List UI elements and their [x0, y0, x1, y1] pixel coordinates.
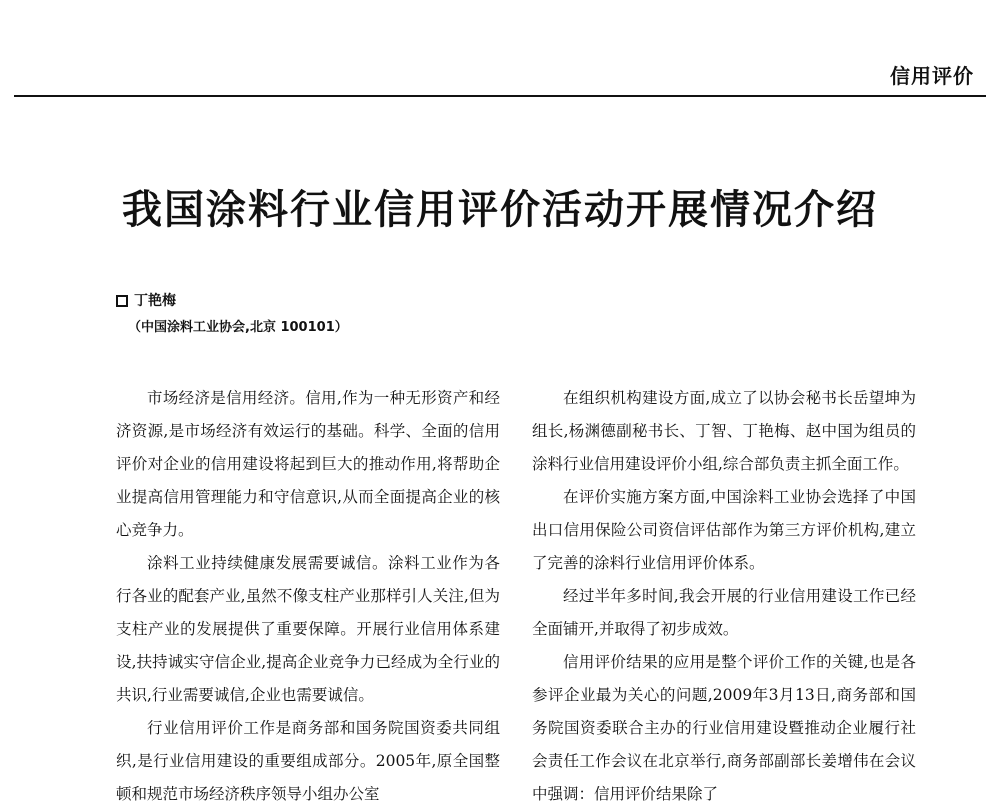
article-title: 我国涂料行业信用评价活动开展情况介绍	[122, 187, 878, 233]
author-name: 丁艳梅	[134, 293, 176, 309]
right-column	[532, 382, 916, 811]
paragraph: 行业信用评价工作是商务部和国务院国资委共同组织,是行业信用建设的重要组成部分。2005年,原全国整顿和规范市场经济秩序领导小组办公室	[116, 719, 500, 803]
paragraph: 经过半年多时间,我会开展的行业信用建设工作已经全面铺开,并取得了初步成效。	[532, 587, 916, 638]
paragraph: 在评价实施方案方面,中国涂料工业协会选择了中国出口信用保险公司资信评估部作为第三方评价机构,建立了完善的涂料行业信用评价体系。	[532, 488, 916, 572]
author-line	[116, 290, 176, 310]
paragraph: 信用评价结果的应用是整个评价工作的关键,也是各参评企业最为关心的问题,2009年3月13日,商务部和国务院国资委联合主办的行业信用建设暨推动企业履行社会责任工作会议在北京举行,商务部副部长姜增伟在会议中强调：信用评价结果除了	[532, 653, 916, 803]
left-column	[116, 382, 500, 811]
paragraph: 在组织机构建设方面,成立了以协会秘书长岳望坤为组长,杨渊德副秘书长、丁智、丁艳梅、赵中国为组员的涂料行业信用建设评价小组,综合部负责主抓全面工作。	[532, 389, 916, 473]
author-box-icon	[116, 295, 128, 307]
author-affiliation: （中国涂料工业协会,北京 100101）	[128, 320, 348, 335]
paragraph: 市场经济是信用经济。信用,作为一种无形资产和经济资源,是市场经济有效运行的基础。科学、全面的信用评价对企业的信用建设将起到巨大的推动作用,将帮助企业提高信用管理能力和守信意识,从而全面提高企业的核心竞争力。	[116, 389, 500, 539]
header-rule	[14, 95, 986, 97]
section-label: 信用评价	[890, 64, 974, 88]
paragraph: 涂料工业持续健康发展需要诚信。涂料工业作为各行各业的配套产业,虽然不像支柱产业那样引人关注,但为支柱产业的发展提供了重要保障。开展行业信用体系建设,扶持诚实守信企业,提高企业竞争力已经成为全行业的共识,行业需要诚信,企业也需要诚信。	[116, 554, 500, 704]
